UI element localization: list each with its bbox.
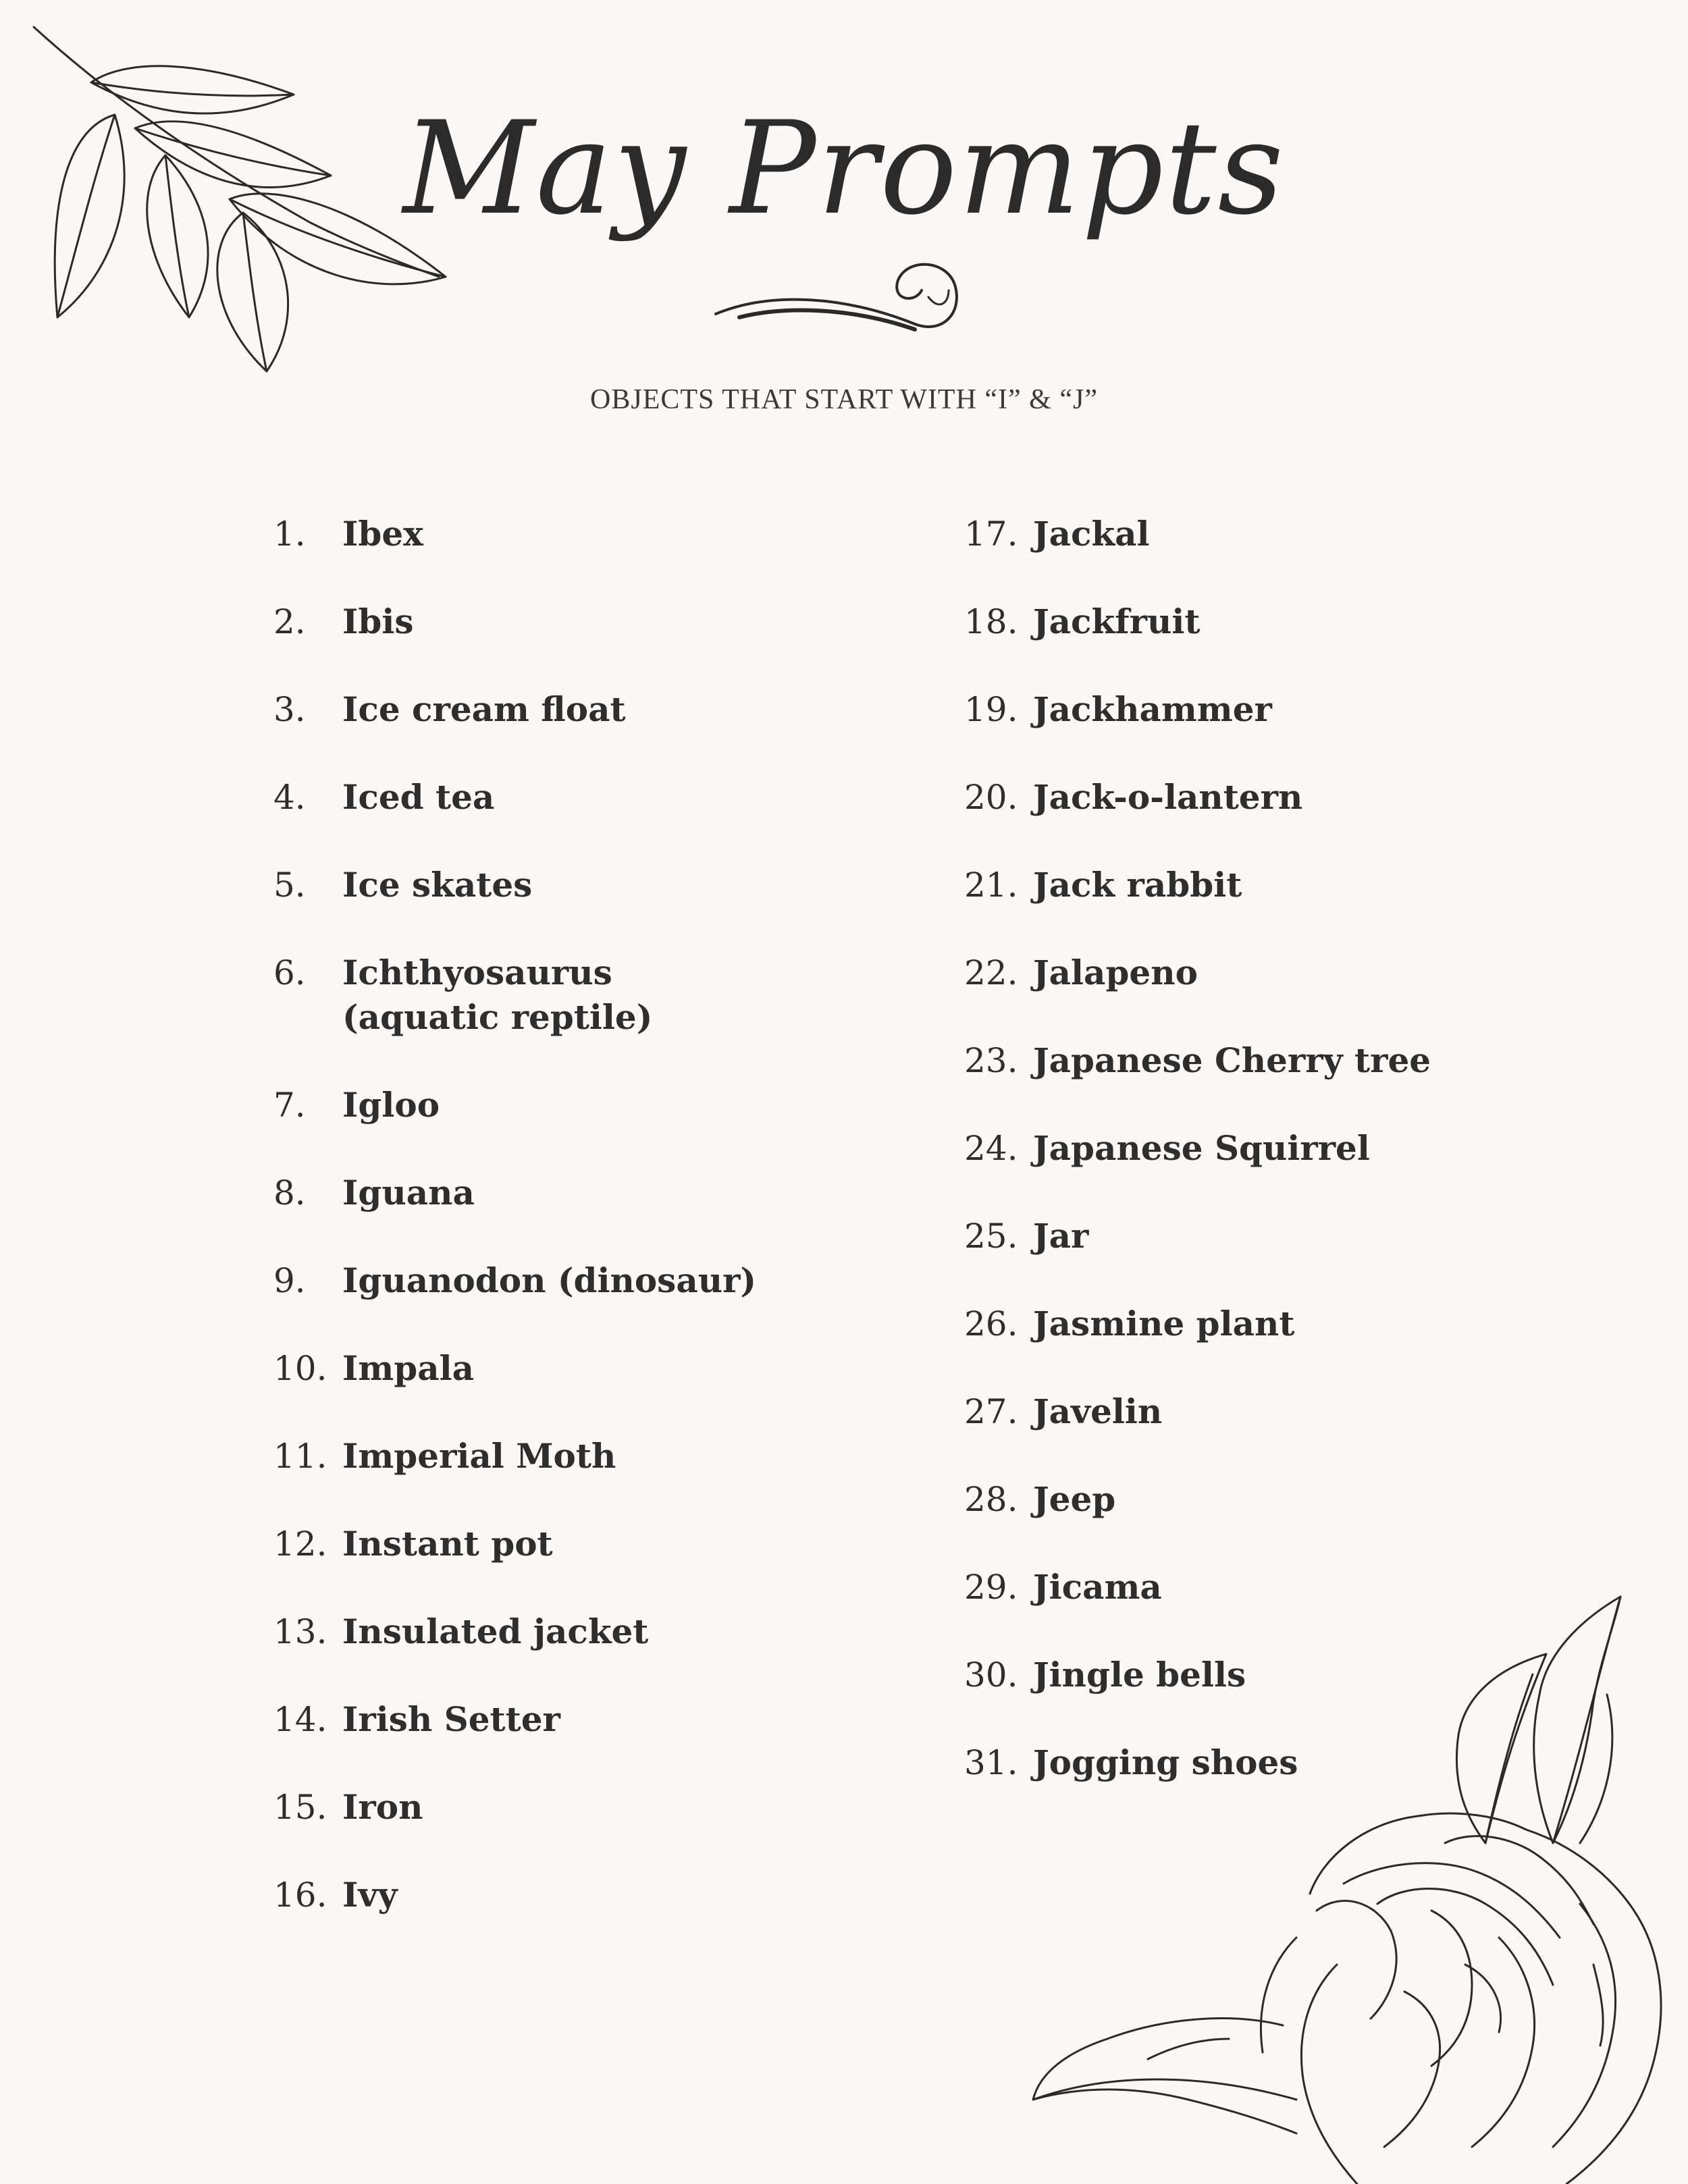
list-item xyxy=(273,687,854,732)
item-number: 17. xyxy=(964,514,1018,554)
list-item xyxy=(273,1434,854,1479)
list-item xyxy=(273,1522,854,1566)
item-label: Igloo xyxy=(342,1085,440,1125)
item-number: 1. xyxy=(273,514,306,554)
item-number: 14. xyxy=(273,1700,327,1739)
item-number: 5. xyxy=(273,865,306,905)
list-item xyxy=(273,775,854,820)
list-item xyxy=(273,1346,854,1391)
item-label: Jingle bells xyxy=(1033,1655,1246,1695)
item-number: 3. xyxy=(273,690,306,729)
list-item xyxy=(964,600,1639,644)
prompt-list-i xyxy=(273,512,854,1961)
item-number: 7. xyxy=(273,1086,306,1125)
item-label: Javelin xyxy=(1033,1391,1163,1431)
list-item xyxy=(273,1171,854,1215)
list-item xyxy=(964,1038,1639,1083)
item-number: 27. xyxy=(964,1392,1018,1431)
item-number: 29. xyxy=(964,1568,1018,1607)
item-label: Iguanodon (dinosaur) xyxy=(342,1260,757,1300)
item-label: Imperial Moth xyxy=(342,1436,616,1476)
item-number: 26. xyxy=(964,1304,1018,1343)
item-number: 11. xyxy=(273,1437,327,1476)
list-item xyxy=(964,775,1639,820)
item-label: Ibex xyxy=(342,514,423,554)
list-item xyxy=(273,863,854,907)
list-item xyxy=(273,1873,854,1917)
peony-flower-icon xyxy=(1026,1587,1674,2184)
item-number: 21. xyxy=(964,865,1018,905)
item-label: Iron xyxy=(342,1787,423,1827)
item-label: Iguana xyxy=(342,1173,475,1213)
item-number: 25. xyxy=(964,1217,1018,1256)
item-number: 16. xyxy=(273,1875,327,1915)
list-item xyxy=(964,512,1639,556)
list-item xyxy=(964,951,1639,995)
swirl-flourish-icon xyxy=(712,250,969,338)
item-label: Instant pot xyxy=(342,1524,553,1564)
item-number: 4. xyxy=(273,778,306,817)
item-label: Ice cream float xyxy=(342,689,626,729)
item-label: Ichthyosaurus (aquatic reptile) xyxy=(342,953,653,1037)
item-label: Jackal xyxy=(1033,514,1150,554)
list-item xyxy=(273,1609,854,1654)
item-label: Jackfruit xyxy=(1033,602,1201,641)
list-item xyxy=(964,1477,1639,1522)
item-label: Jack-o-lantern xyxy=(1033,777,1303,817)
item-label: Jack rabbit xyxy=(1033,865,1242,905)
page-title: May Prompts xyxy=(402,94,1286,243)
item-number: 13. xyxy=(273,1612,327,1651)
item-number: 10. xyxy=(273,1349,327,1388)
item-label: Jar xyxy=(1033,1216,1089,1256)
list-item xyxy=(273,512,854,556)
item-label: Jalapeno xyxy=(1033,953,1198,992)
item-label: Impala xyxy=(342,1348,475,1388)
item-label: Ivy xyxy=(342,1875,398,1915)
item-number: 19. xyxy=(964,690,1018,729)
item-number: 6. xyxy=(273,953,306,992)
list-item xyxy=(964,1126,1639,1171)
list-item xyxy=(273,600,854,644)
item-number: 12. xyxy=(273,1524,327,1564)
list-item xyxy=(273,951,854,1040)
item-number: 30. xyxy=(964,1655,1018,1695)
list-item xyxy=(964,1214,1639,1258)
list-item xyxy=(964,687,1639,732)
item-number: 15. xyxy=(273,1788,327,1827)
list-item xyxy=(964,1302,1639,1346)
item-label: Jicama xyxy=(1033,1567,1162,1607)
list-item xyxy=(273,1083,854,1127)
item-label: Japanese Cherry tree xyxy=(1033,1040,1431,1080)
item-label: Jogging shoes xyxy=(1033,1742,1298,1782)
item-number: 23. xyxy=(964,1041,1018,1080)
item-label: Ibis xyxy=(342,602,414,641)
item-number: 31. xyxy=(964,1743,1018,1782)
item-label: Irish Setter xyxy=(342,1699,560,1739)
item-number: 18. xyxy=(964,602,1018,641)
item-label: Iced tea xyxy=(342,777,495,817)
item-number: 8. xyxy=(273,1173,306,1213)
item-number: 20. xyxy=(964,778,1018,817)
item-label: Japanese Squirrel xyxy=(1033,1128,1370,1168)
item-number: 28. xyxy=(964,1480,1018,1519)
item-label: Jackhammer xyxy=(1033,689,1272,729)
page-subtitle: OBJECTS THAT START WITH “I” & “J” xyxy=(590,384,1098,415)
item-label: Ice skates xyxy=(342,865,533,905)
list-item xyxy=(964,863,1639,907)
item-label: Insulated jacket xyxy=(342,1612,649,1651)
item-number: 2. xyxy=(273,602,306,641)
list-item xyxy=(273,1258,854,1303)
list-item xyxy=(964,1389,1639,1434)
item-number: 9. xyxy=(273,1261,306,1300)
list-item xyxy=(273,1697,854,1742)
list-item xyxy=(273,1785,854,1830)
item-label: Jasmine plant xyxy=(1033,1304,1295,1343)
item-number: 24. xyxy=(964,1129,1018,1168)
item-label: Jeep xyxy=(1033,1479,1116,1519)
item-number: 22. xyxy=(964,953,1018,992)
